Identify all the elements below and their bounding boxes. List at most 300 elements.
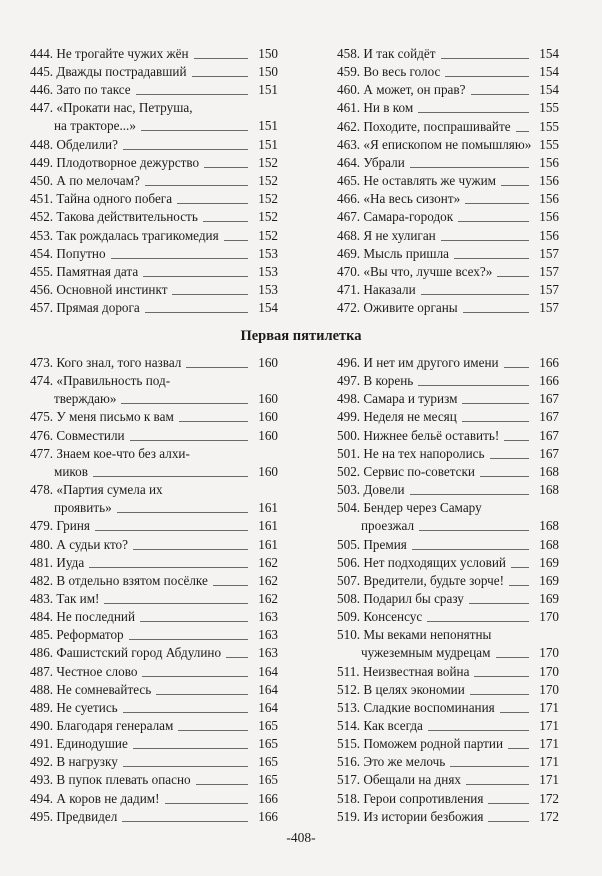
toc-entry-title: 491. Единодушие	[30, 736, 128, 752]
toc-entry-title: 486. Фашистский город Абдулино	[30, 645, 222, 661]
toc-entry-title: 467. Самара-городок	[337, 209, 454, 225]
leader-line	[410, 167, 529, 168]
toc-entry	[337, 408, 559, 426]
toc-entry-title: 484. Не последний	[30, 609, 136, 625]
toc-entry-page: 161	[258, 518, 278, 534]
toc-entry	[337, 154, 559, 172]
toc-entry-page: 157	[539, 263, 559, 279]
toc-entry-page: 167	[539, 409, 559, 425]
toc-entry-title: 475. У меня письмо к вам	[30, 409, 174, 425]
toc-entry	[30, 626, 278, 644]
leader-line	[196, 784, 248, 785]
toc-entry-title: 512. В целях экономии	[337, 681, 465, 697]
toc-entry-title: 515. Поможем родной партии	[337, 736, 504, 752]
toc-entry-page: 170	[539, 681, 559, 697]
leader-line	[186, 367, 248, 368]
toc-entry-page: 164	[258, 681, 278, 697]
leader-line	[93, 476, 248, 477]
toc-entry-title: 485. Реформатор	[30, 627, 124, 643]
toc-entry-page: 151	[258, 136, 278, 152]
toc-entry-page: 163	[258, 645, 278, 661]
toc-entry-title: 456. Основной инстинкт	[30, 281, 168, 297]
toc-entry-page: 172	[539, 808, 559, 824]
toc-entry-page: 154	[539, 46, 559, 61]
leader-line	[511, 567, 529, 568]
toc-entry-page: 160	[258, 463, 278, 479]
leader-line	[172, 294, 248, 295]
toc-entry-page: 156	[539, 227, 559, 243]
leader-line	[213, 585, 248, 586]
leader-line	[145, 185, 248, 186]
toc-entry-page: 154	[539, 82, 559, 98]
section-title: Первая пятилетка	[240, 328, 362, 344]
toc-entry-page: 171	[539, 699, 559, 715]
toc-entry-title: 479. Гриня	[30, 518, 90, 534]
toc-entry-page: 166	[539, 373, 559, 389]
toc-entry-page: 170	[539, 663, 559, 679]
toc-entry-page: 165	[258, 718, 278, 733]
toc-entry	[337, 499, 559, 535]
leader-line	[458, 221, 529, 222]
leader-line	[104, 603, 248, 604]
leader-line	[418, 112, 529, 113]
leader-line	[204, 167, 248, 168]
leader-line	[469, 603, 529, 604]
toc-entry-page: 165	[258, 736, 278, 752]
toc-entry-title: 451. Тайна одного побега	[30, 191, 173, 207]
toc-entry	[30, 190, 278, 208]
leader-line	[123, 766, 248, 767]
toc-entry-title: 513. Сладкие воспоминания	[337, 699, 495, 715]
leader-line	[419, 530, 529, 531]
leader-line	[496, 657, 530, 658]
toc-entry-page: 172	[539, 790, 559, 806]
leader-line	[471, 94, 530, 95]
toc-entry-page: 160	[258, 409, 278, 425]
toc-entry-title: 471. Наказали	[337, 281, 416, 297]
toc-entry-title: 480. А судьи кто?	[30, 536, 128, 552]
toc-entry-page: 160	[258, 427, 278, 443]
toc-entry-title: 482. В отдельно взятом посёлке	[30, 572, 208, 588]
leader-line	[427, 621, 529, 622]
toc-entry-title: 465. Не оставлять же чужим	[337, 173, 497, 189]
toc-entry	[337, 245, 559, 263]
toc-entry	[30, 735, 278, 753]
toc-entry-title: тверждаю»	[54, 391, 117, 407]
toc-entry-page: 157	[539, 281, 559, 297]
toc-entry-title: 504. Бендер через Самару	[337, 500, 482, 516]
toc-entry-page: 169	[539, 554, 559, 570]
toc-entry-page: 168	[539, 482, 559, 498]
toc-entry-title: 464. Убрали	[337, 154, 405, 170]
page-number: -408-	[286, 830, 316, 845]
toc-entry-page: 156	[539, 154, 559, 170]
toc-entry	[337, 390, 559, 408]
toc-entry	[337, 717, 559, 735]
toc-entry-title: 518. Герои сопротивления	[337, 790, 484, 806]
toc-entry	[337, 172, 559, 190]
toc-entry-page: 153	[258, 281, 278, 297]
leader-line	[143, 276, 248, 277]
toc-entry-title: проявить»	[54, 500, 112, 516]
toc-entry	[337, 299, 559, 317]
toc-entry-title: 508. Подарил бы сразу	[337, 590, 464, 606]
leader-line	[224, 240, 248, 241]
toc-entry	[337, 118, 559, 136]
toc-entry-title: 503. Довели	[337, 482, 405, 498]
leader-line	[516, 131, 529, 132]
toc-entry	[30, 771, 278, 789]
toc-entry	[337, 427, 559, 445]
toc-entry-title: 459. Во весь голос	[337, 64, 441, 80]
toc-entry	[337, 753, 559, 771]
toc-entry-page: 150	[258, 64, 278, 80]
toc-entry	[30, 245, 278, 263]
toc-entry	[337, 590, 559, 608]
toc-entry-title: 457. Прямая дорога	[30, 300, 140, 316]
toc-entry-title: чужеземным мудрецам	[361, 645, 491, 661]
toc-entry	[30, 208, 278, 226]
leader-line	[428, 730, 529, 731]
leader-line	[123, 149, 248, 150]
leader-line	[177, 203, 248, 204]
toc-entry-page: 161	[258, 536, 278, 552]
toc-entry-title: 469. Мысль пришла	[337, 245, 450, 261]
toc-entry-title: 496. И нет им другого имени	[337, 355, 499, 370]
leader-line	[462, 421, 529, 422]
leader-line	[140, 621, 248, 622]
toc-entry-page: 155	[539, 118, 559, 134]
toc-entry-title: 507. Вредители, будьте зорче!	[337, 572, 505, 588]
toc-entry-title: 477. Знаем кое-что без алхи-	[30, 445, 190, 461]
toc-entry-page: 151	[258, 82, 278, 98]
toc-entry	[337, 354, 559, 372]
toc-entry-page: 165	[258, 754, 278, 770]
toc-entry-page: 156	[539, 209, 559, 225]
leader-line	[203, 221, 248, 222]
leader-line	[418, 385, 529, 386]
leader-line	[474, 676, 529, 677]
toc-entry-title: 446. Зато по таксе	[30, 82, 131, 98]
leader-line	[488, 803, 529, 804]
toc-entry	[30, 681, 278, 699]
toc-entry-page: 163	[258, 609, 278, 625]
toc-entry	[30, 172, 278, 190]
leader-line	[465, 203, 529, 204]
leader-line	[95, 530, 248, 531]
leader-line	[441, 58, 529, 59]
toc-entry	[337, 790, 559, 808]
toc-entry	[30, 554, 278, 572]
leader-line	[470, 694, 529, 695]
toc-entry-title: 450. А по мелочам?	[30, 173, 140, 189]
toc-entry-title: 453. Так рождалась трагикомедия	[30, 227, 219, 243]
toc-entry	[337, 608, 559, 626]
toc-entry-title: 489. Не суетись	[30, 699, 118, 715]
toc-entry-title: 460. А может, он прав?	[337, 82, 466, 98]
toc-entry-page: 160	[258, 391, 278, 407]
toc-entry-title: 500. Нижнее бельё оставить!	[337, 427, 500, 443]
toc-entry-page: 164	[258, 699, 278, 715]
leader-line	[421, 294, 529, 295]
toc-entry-title: 505. Премия	[337, 536, 407, 552]
toc-entry-title: 476. Совместили	[30, 427, 125, 443]
leader-line	[463, 312, 529, 313]
toc-entry-page: 171	[539, 772, 559, 788]
toc-entry	[30, 753, 278, 771]
leader-line	[441, 240, 529, 241]
toc-entry	[30, 372, 278, 408]
leader-line	[129, 639, 248, 640]
leader-line	[490, 458, 530, 459]
toc-entry-title: 517. Обещали на днях	[337, 772, 461, 788]
toc-entry-page: 150	[258, 46, 278, 61]
leader-line	[504, 440, 529, 441]
toc-entry-title: 510. Мы веками непонятны	[337, 627, 492, 643]
toc-entry-page: 156	[539, 191, 559, 207]
toc-entry-title: проезжал	[361, 518, 415, 534]
toc-entry	[337, 771, 559, 789]
toc-entry	[30, 536, 278, 554]
toc-entry-title: 463. «Я епископом не помышляю»	[337, 136, 532, 152]
toc-entry-title: 458. И так сойдёт	[337, 46, 436, 61]
leader-line	[145, 312, 248, 313]
toc-entry-page: 151	[258, 118, 278, 134]
toc-entry-page: 157	[539, 300, 559, 316]
toc-entry-title: 487. Честное слово	[30, 663, 138, 679]
toc-entry	[30, 45, 278, 63]
leader-line	[501, 185, 529, 186]
leader-line	[462, 403, 529, 404]
toc-entry	[30, 154, 278, 172]
toc-entry-title: 461. Ни в ком	[337, 100, 414, 116]
toc-entry	[337, 536, 559, 554]
toc-entry-page: 155	[539, 136, 559, 152]
toc-entry	[337, 463, 559, 481]
toc-entry	[337, 263, 559, 281]
leader-line	[130, 440, 248, 441]
toc-entry-page: 152	[258, 227, 278, 243]
toc-entry	[30, 808, 278, 826]
toc-entry-title: 501. Не на тех напоролись	[337, 445, 485, 461]
toc-entry-title: 490. Благодаря генералам	[30, 718, 174, 733]
toc-entry	[30, 408, 278, 426]
toc-entry-title: 509. Консенсус	[337, 609, 423, 625]
toc-entry-page: 168	[539, 518, 559, 534]
leader-line	[136, 94, 248, 95]
toc-entry-page: 153	[258, 245, 278, 261]
toc-entry	[337, 445, 559, 463]
toc-entry	[30, 572, 278, 590]
toc-entry-title: 445. Дважды пострадавший	[30, 64, 187, 80]
leader-line	[480, 476, 529, 477]
leader-line	[121, 403, 248, 404]
toc-entry-page: 163	[258, 627, 278, 643]
toc-entry-page: 161	[258, 500, 278, 516]
toc-entry-title: 444. Не трогайте чужих жён	[30, 46, 189, 61]
toc-entry-page: 152	[258, 191, 278, 207]
toc-entry	[337, 281, 559, 299]
toc-entry-page: 166	[539, 355, 559, 370]
leader-line	[508, 748, 529, 749]
toc-entry-title: 448. Обделили?	[30, 136, 118, 152]
toc-entry-title: миков	[54, 463, 88, 479]
toc-entry-title: 478. «Партия сумела их	[30, 482, 163, 498]
toc-entry-title: 481. Иуда	[30, 554, 85, 570]
toc-entry-title: 470. «Вы что, лучше всех?»	[337, 263, 493, 279]
leader-line	[226, 657, 248, 658]
toc-entry-page: 154	[258, 300, 278, 316]
toc-entry-title: 502. Сервис по-советски	[337, 463, 475, 479]
leader-line	[445, 76, 529, 77]
leader-line	[178, 730, 248, 731]
toc-entry-title: 483. Так им!	[30, 590, 100, 606]
toc-entry	[30, 63, 278, 81]
toc-entry	[30, 427, 278, 445]
leader-line	[194, 58, 248, 59]
toc-entry	[337, 136, 559, 154]
leader-line	[412, 549, 529, 550]
toc-entry	[337, 735, 559, 753]
toc-entry	[337, 227, 559, 245]
toc-entry-title: 498. Самара и туризм	[337, 391, 458, 407]
toc-entry	[30, 299, 278, 317]
toc-entry	[337, 208, 559, 226]
toc-entry	[337, 81, 559, 99]
toc-entry	[337, 45, 559, 63]
toc-entry	[30, 281, 278, 299]
toc-entry-title: 473. Кого знал, того назвал	[30, 355, 182, 370]
toc-entry-title: 495. Предвидел	[30, 808, 118, 824]
toc-entry	[30, 263, 278, 281]
leader-line	[117, 512, 248, 513]
toc-entry	[30, 590, 278, 608]
toc-entry-page: 162	[258, 572, 278, 588]
toc-entry-page: 168	[539, 463, 559, 479]
toc-entry-title: 506. Нет подходящих условий	[337, 554, 506, 570]
toc-entry-page: 160	[258, 355, 278, 370]
toc-entry-title: 454. Попутно	[30, 245, 106, 261]
leader-line	[410, 494, 529, 495]
leader-line	[133, 748, 248, 749]
toc-entry	[30, 136, 278, 154]
toc-entry-page: 162	[258, 554, 278, 570]
toc-entry	[337, 99, 559, 117]
toc-entry	[337, 663, 559, 681]
toc-entry	[337, 481, 559, 499]
toc-entry	[30, 699, 278, 717]
toc-entry-title: 514. Как всегда	[337, 718, 423, 733]
toc-entry-page: 152	[258, 173, 278, 189]
toc-entry-page: 166	[258, 790, 278, 806]
leader-line	[488, 821, 529, 822]
toc-entry	[337, 63, 559, 81]
toc-entry-page: 171	[539, 736, 559, 752]
toc-entry	[337, 554, 559, 572]
toc-entry	[337, 808, 559, 826]
toc-entry-title: 468. Я не хулиган	[337, 227, 436, 243]
toc-entry-title: 511. Неизвестная война	[337, 663, 470, 679]
toc-entry-page: 171	[539, 718, 559, 733]
toc-entry-title: 472. Оживите органы	[337, 300, 458, 316]
toc-entry-title: 493. В пупок плевать опасно	[30, 772, 191, 788]
toc-entry-page: 154	[539, 64, 559, 80]
toc-entry-page: 168	[539, 536, 559, 552]
toc-entry-page: 171	[539, 754, 559, 770]
toc-entry-page: 152	[258, 154, 278, 170]
toc-entry	[337, 681, 559, 699]
leader-line	[500, 712, 529, 713]
toc-entry-page: 170	[539, 609, 559, 625]
toc-entry-title: 492. В нагрузку	[30, 754, 118, 770]
leader-line	[89, 567, 248, 568]
toc-entry	[337, 372, 559, 390]
toc-entry-title: 497. В корень	[337, 373, 414, 389]
toc-entry	[337, 572, 559, 590]
toc-entry-page: 152	[258, 209, 278, 225]
toc-entry	[30, 445, 278, 481]
toc-entry-page: 170	[539, 645, 559, 661]
leader-line	[466, 784, 529, 785]
toc-entry	[30, 354, 278, 372]
toc-entry	[337, 190, 559, 208]
toc-entry-page: 167	[539, 391, 559, 407]
toc-entry-page: 162	[258, 590, 278, 606]
toc-entry-title: 455. Памятная дата	[30, 263, 139, 279]
leader-line	[156, 694, 248, 695]
leader-line	[179, 421, 248, 422]
toc-entry-page: 164	[258, 663, 278, 679]
toc-entry-title: 474. «Правильность под-	[30, 373, 171, 389]
leader-line	[165, 803, 248, 804]
toc-entry	[30, 99, 278, 135]
leader-line	[133, 549, 248, 550]
toc-entry-title: 488. Не сомневайтесь	[30, 681, 152, 697]
toc-entry-title: 516. Это же мелочь	[337, 754, 446, 770]
toc-entry-page: 169	[539, 572, 559, 588]
toc-entry-title: на тракторе...»	[54, 118, 136, 134]
toc-entry-title: 447. «Прокати нас, Петруша,	[30, 100, 193, 116]
leader-line	[509, 585, 529, 586]
toc-entry-title: 499. Неделя не месяц	[337, 409, 457, 425]
toc-entry-page: 157	[539, 245, 559, 261]
toc-entry	[337, 699, 559, 717]
toc-entry-title: 462. Походите, поспрашивайте	[337, 118, 511, 134]
leader-line	[497, 276, 529, 277]
toc-entry	[30, 790, 278, 808]
toc-entry-page: 169	[539, 590, 559, 606]
toc-entry-page: 166	[258, 808, 278, 824]
toc-entry	[30, 81, 278, 99]
leader-line	[504, 367, 529, 368]
toc-entry-title: 466. «На весь сизонт»	[337, 191, 461, 207]
toc-entry	[30, 644, 278, 662]
toc-entry-title: 452. Такова действительность	[30, 209, 198, 225]
leader-line	[111, 258, 248, 259]
leader-line	[122, 821, 248, 822]
toc-entry	[30, 481, 278, 517]
toc-entry-page: 153	[258, 263, 278, 279]
toc-entry	[337, 626, 559, 662]
toc-entry-title: 449. Плодотворное дежурство	[30, 154, 200, 170]
leader-line	[123, 712, 248, 713]
toc-entry	[30, 227, 278, 245]
leader-line	[192, 76, 248, 77]
leader-line	[142, 676, 248, 677]
toc-entry-page: 156	[539, 173, 559, 189]
toc-entry-page: 167	[539, 427, 559, 443]
toc-entry	[30, 517, 278, 535]
